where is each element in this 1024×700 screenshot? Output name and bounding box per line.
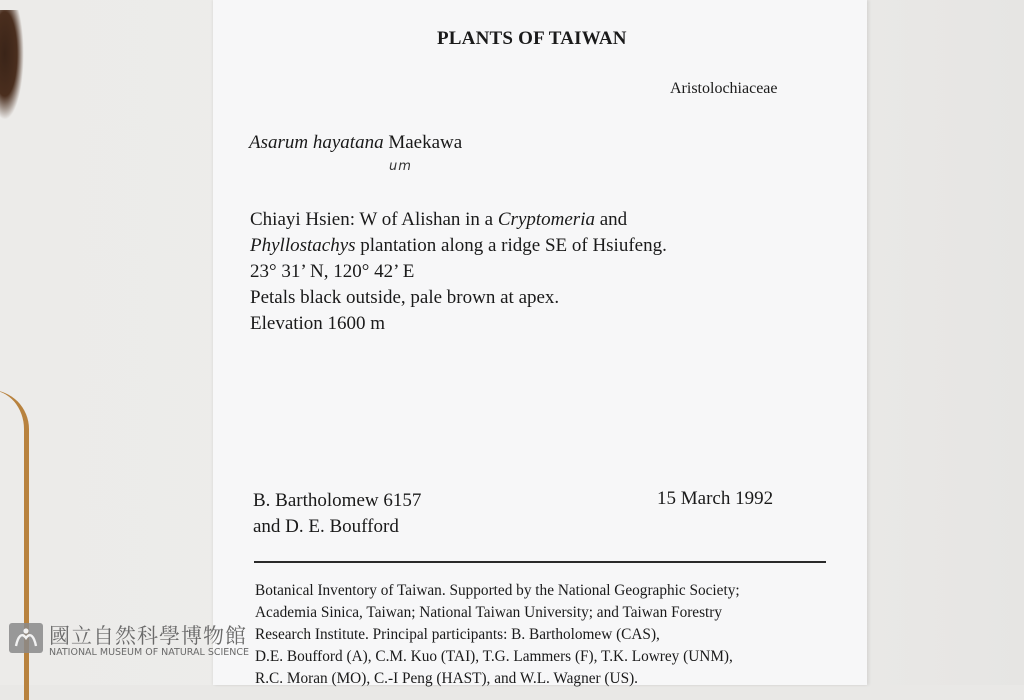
handwritten-annotation: um	[389, 159, 412, 174]
locality-and: and	[594, 209, 628, 230]
locality-text	[250, 207, 710, 337]
description: Petals black outside, pale brown at apex.	[250, 287, 560, 308]
locality-rest: plantation along a ridge SE of Hsiufeng.	[355, 235, 667, 256]
footer-line: D.E. Boufford (A), C.M. Kuo (TAI), T.G. Lammers (F), T.K. Lowrey (UNM),	[255, 648, 733, 665]
locality-genus-1: Cryptomeria	[497, 209, 595, 230]
taxon-binomial: Asarum hayatana	[249, 132, 384, 153]
specimen-fragment	[0, 10, 24, 120]
collector-line-1: B. Bartholomew 6157	[253, 490, 422, 511]
locality-genus-2: Phyllostachys	[250, 235, 356, 256]
collector-line-2: and D. E. Boufford	[253, 516, 399, 537]
family-name: Aristolochiaceae	[670, 80, 778, 97]
coordinates: 23° 31’ N, 120° 42’ E	[250, 261, 415, 282]
museum-logo-icon	[8, 622, 44, 654]
watermark-chinese: 國立自然科學博物館	[49, 624, 247, 648]
footer-text	[255, 580, 740, 690]
collector-block	[253, 488, 421, 540]
collection-date: 15 March 1992	[657, 488, 774, 509]
locality-prefix: Chiayi Hsien: W of Alishan in a	[250, 209, 498, 230]
footer-line: Research Institute. Principal participants: B. Bartholomew (CAS),	[255, 626, 660, 643]
label-title: PLANTS OF TAIWAN	[437, 28, 627, 49]
divider	[254, 561, 826, 563]
footer-line: Academia Sinica, Taiwan; National Taiwan University; and Taiwan Forestry	[255, 604, 723, 621]
taxon-author: Maekawa	[383, 132, 463, 153]
elevation: Elevation 1600 m	[250, 313, 386, 334]
footer-line: Botanical Inventory of Taiwan. Supported by the National Geographic Society;	[255, 582, 740, 599]
taxon-name	[249, 132, 462, 154]
footer-line: R.C. Moran (MO), C.-I Peng (HAST), and W.L. Wagner (US).	[255, 670, 638, 687]
watermark-english: NATIONAL MUSEUM OF NATURAL SCIENCE	[49, 647, 250, 658]
